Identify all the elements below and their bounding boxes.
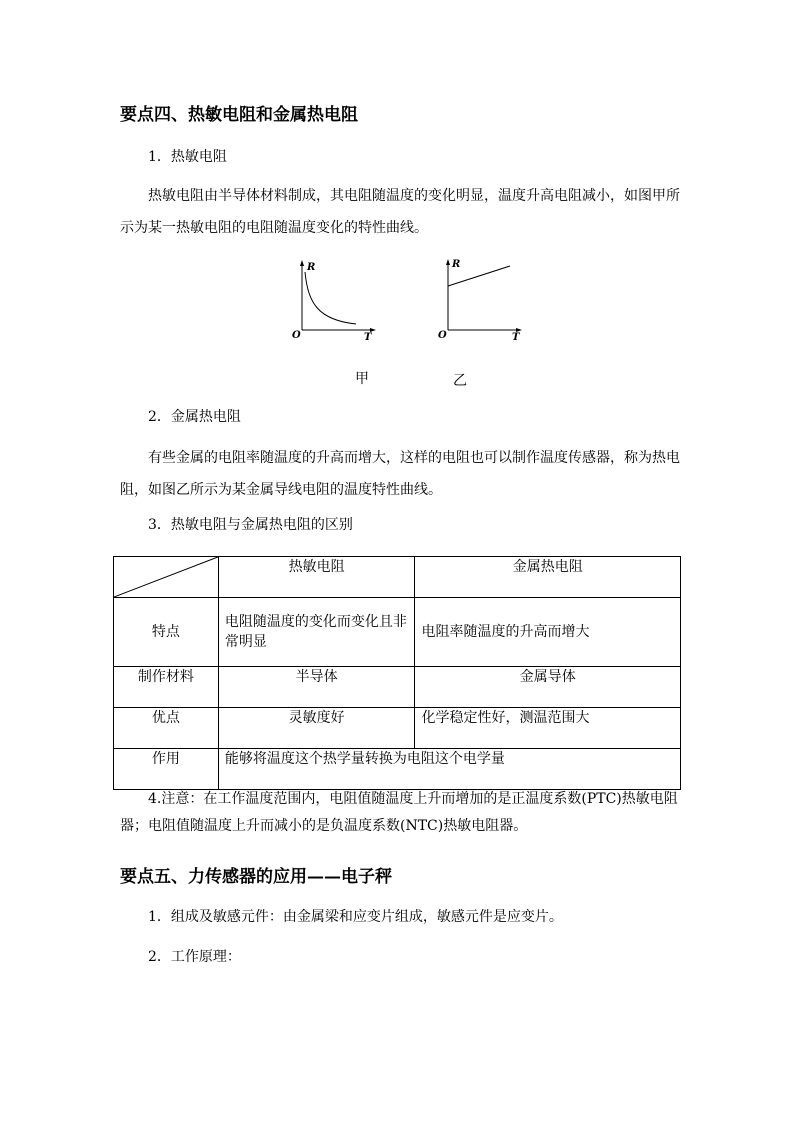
- thermistor-curve: [305, 272, 356, 324]
- right-x-label: T: [512, 332, 520, 343]
- table-row-label: 制作材料: [114, 667, 219, 708]
- comparison-table: [113, 556, 681, 790]
- left-origin-label: O: [292, 330, 301, 341]
- caption-right: 乙: [453, 373, 467, 389]
- item1-title: 1．热敏电阻: [148, 149, 227, 165]
- table-row-label: 特点: [114, 598, 219, 667]
- graph-thermistor: [288, 258, 378, 344]
- section5-item1: 1．组成及敏感元件：由金属梁和应变片组成，敏感元件是应变片。: [148, 909, 563, 925]
- table-row: [114, 598, 681, 667]
- table-header-row: [114, 557, 681, 598]
- right-origin-label: O: [438, 330, 447, 341]
- table-header-thermistor: 热敏电阻: [218, 557, 415, 598]
- item2-paragraph: 有些金属的电阻率随温度的升高而增大，这样的电阻也可以制作温度传感器，称为热电阻，如图乙所示为某金属导线电阻的温度特性曲线。: [120, 450, 680, 498]
- right-y-label: R: [452, 259, 461, 270]
- table-row-label: 作用: [114, 749, 219, 790]
- table-cell: 电阻随温度的变化而变化且非常明显: [218, 598, 415, 667]
- table-cell: 灵敏度好: [218, 708, 415, 749]
- left-y-label: R: [307, 262, 316, 273]
- note-paragraph: 4.注意：在工作温度范围内，电阻值随温度上升而增加的是正温度系数(PTC)热敏电阻器；电阻值随温度上升而减小的是负温度系数(NTC)热敏电阻器。: [120, 791, 678, 834]
- table-row: [114, 749, 681, 790]
- left-x-label: T: [364, 332, 372, 343]
- table-header-metal: 金属热电阻: [415, 557, 681, 598]
- table-corner-cell: [114, 557, 219, 598]
- table-row: [114, 667, 681, 708]
- section4-heading: 要点四、热敏电阻和金属热电阻: [120, 105, 358, 125]
- table-cell-merged: 能够将温度这个热学量转换为电阻这个电学量: [218, 749, 680, 790]
- table-cell: 金属导体: [415, 667, 681, 708]
- table-row: [114, 708, 681, 749]
- table-cell: 化学稳定性好，测温范围大: [415, 708, 681, 749]
- graph-metal-resistor: [436, 256, 526, 344]
- table-cell: 半导体: [218, 667, 415, 708]
- item2-title: 2．金属热电阻: [148, 409, 241, 425]
- item1-paragraph: 热敏电阻由半导体材料制成，其电阻随温度的变化明显，温度升高电阻减小，如图甲所示为某一热敏电阻的电阻随温度变化的特性曲线。: [120, 188, 680, 236]
- section5-heading: 要点五、力传感器的应用——电子秤: [120, 867, 392, 887]
- item3-title: 3．热敏电阻与金属热电阻的区别: [148, 517, 353, 533]
- table-cell: 电阻率随温度的升高而增大: [415, 598, 681, 667]
- table-row-label: 优点: [114, 708, 219, 749]
- section5-item2: 2．工作原理：: [148, 949, 241, 965]
- caption-left: 甲: [355, 371, 369, 387]
